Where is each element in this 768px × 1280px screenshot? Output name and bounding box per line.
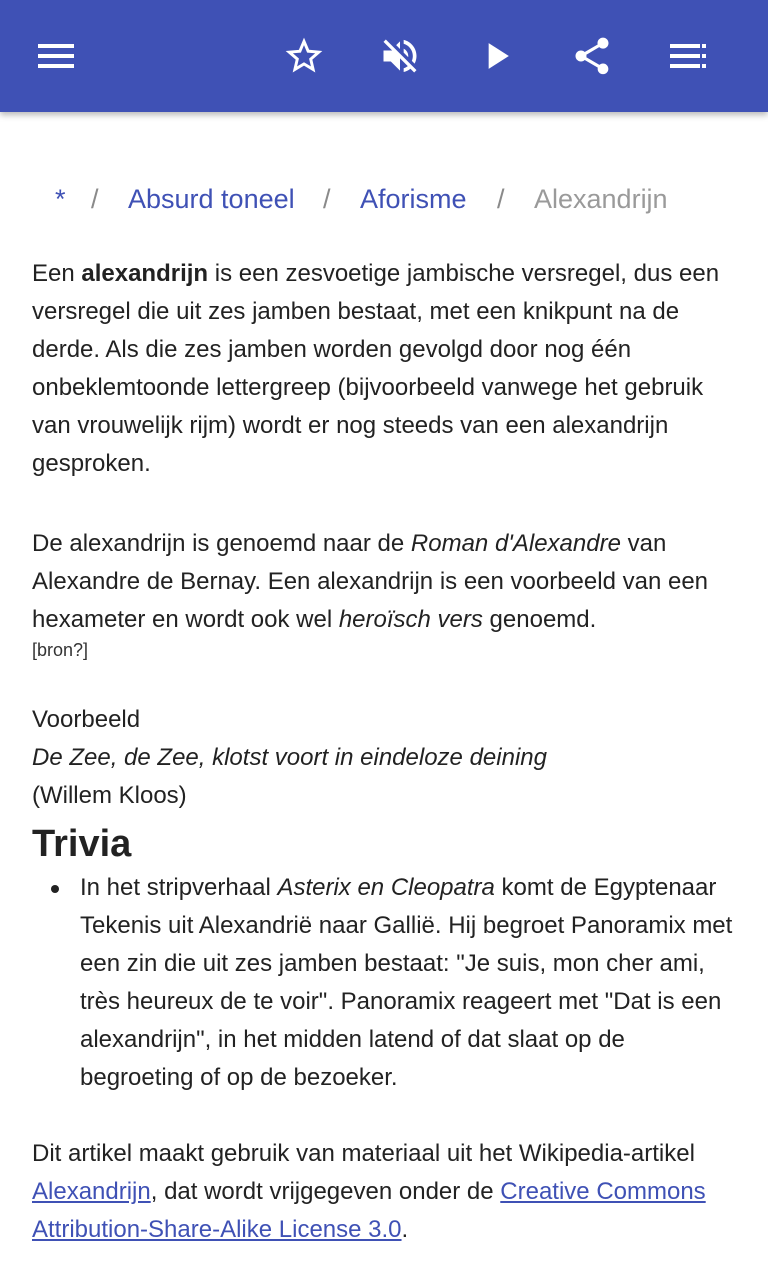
text-span: Dit artikel maakt gebruik van materiaal uit het Wikipedia-artikel bbox=[32, 1140, 695, 1167]
share-icon bbox=[570, 34, 614, 78]
comic-title-italic: Asterix en Cleopatra bbox=[277, 874, 495, 901]
wikipedia-article-link[interactable]: Alexandrijn bbox=[32, 1178, 151, 1205]
breadcrumb-current: Alexandrijn bbox=[534, 184, 668, 214]
play-button[interactable] bbox=[464, 24, 528, 88]
section-heading-trivia: Trivia bbox=[32, 823, 132, 865]
breadcrumb-item-root[interactable]: * bbox=[55, 184, 66, 214]
breadcrumb-separator: / bbox=[497, 184, 505, 214]
example-label: Voorbeeld bbox=[32, 706, 141, 733]
play-icon bbox=[474, 34, 518, 78]
mute-button[interactable] bbox=[368, 24, 432, 88]
breadcrumb-separator: / bbox=[323, 184, 331, 214]
breadcrumb bbox=[0, 176, 768, 222]
volume-off-icon bbox=[378, 34, 422, 78]
app-bar bbox=[0, 0, 768, 112]
star-outline-icon bbox=[282, 34, 326, 78]
text-span: De alexandrijn is genoemd naar de bbox=[32, 530, 411, 557]
share-button[interactable] bbox=[560, 24, 624, 88]
term-bold: alexandrijn bbox=[81, 260, 209, 287]
license-link[interactable]: Creative Commons Attribution-Share-Alike License 3.0 bbox=[32, 1178, 706, 1243]
text-span: is een zesvoetige jambische versregel, dus een versregel die uit zes jamben bestaat, met een knikpunt na de derde. Als die zes jamben worden gevolgd door nog één onbeklemtoonde lettergreep (bijvoorbeeld vanwege het gebruik van vrouwelijk rijm) wordt er nog steeds van een alexandrijn gesproken. bbox=[32, 260, 720, 477]
text-span: , dat wordt vrijgegeven onder de bbox=[150, 1178, 501, 1205]
license-notice bbox=[32, 1135, 736, 1249]
list-item bbox=[80, 869, 736, 1097]
text-span: . bbox=[401, 1216, 409, 1243]
text-span: komt de Egyptenaar Tekenis uit Alexandrië naar Gallië. Hij begroet Panoramix met een zin die uit zes jamben bestaat: "Je suis, mon cher ami, très heureux de te voir". Panoramix reageert met "Dat is een alexandrijn", in het midden latend of dat slaat op de begroeting of op de bezoeker. bbox=[80, 874, 733, 1091]
text-span: genoemd. bbox=[482, 606, 597, 633]
favorite-button[interactable] bbox=[272, 24, 336, 88]
paragraph-origin bbox=[32, 525, 736, 639]
verse-italic: De Zee, de Zee, klotst voort in eindeloze deining bbox=[32, 744, 547, 771]
term-italic: heroïsch vers bbox=[338, 606, 483, 633]
paragraph-definition bbox=[32, 255, 736, 483]
article-content bbox=[32, 255, 736, 1249]
playlist-icon bbox=[668, 36, 708, 76]
text-span: In het stripverhaal bbox=[80, 874, 278, 901]
example-author: (Willem Kloos) bbox=[32, 782, 187, 809]
menu-icon bbox=[36, 36, 76, 76]
text-span: Een bbox=[32, 260, 82, 287]
citation-needed[interactable]: [bron?] bbox=[32, 640, 89, 660]
text-span: van Alexandre de Bernay. Een alexandrijn is een voorbeeld van een hexameter en wordt ook wel bbox=[32, 530, 709, 633]
title-italic: Roman d'Alexandre bbox=[410, 530, 621, 557]
example-verse bbox=[32, 739, 736, 777]
breadcrumb-item-aforisme[interactable]: Aforisme bbox=[360, 184, 467, 214]
menu-button[interactable] bbox=[24, 24, 88, 88]
list-button[interactable] bbox=[656, 24, 720, 88]
breadcrumb-item-absurd-toneel[interactable]: Absurd toneel bbox=[128, 184, 295, 214]
trivia-list bbox=[32, 869, 736, 1097]
breadcrumb-separator: / bbox=[91, 184, 99, 214]
